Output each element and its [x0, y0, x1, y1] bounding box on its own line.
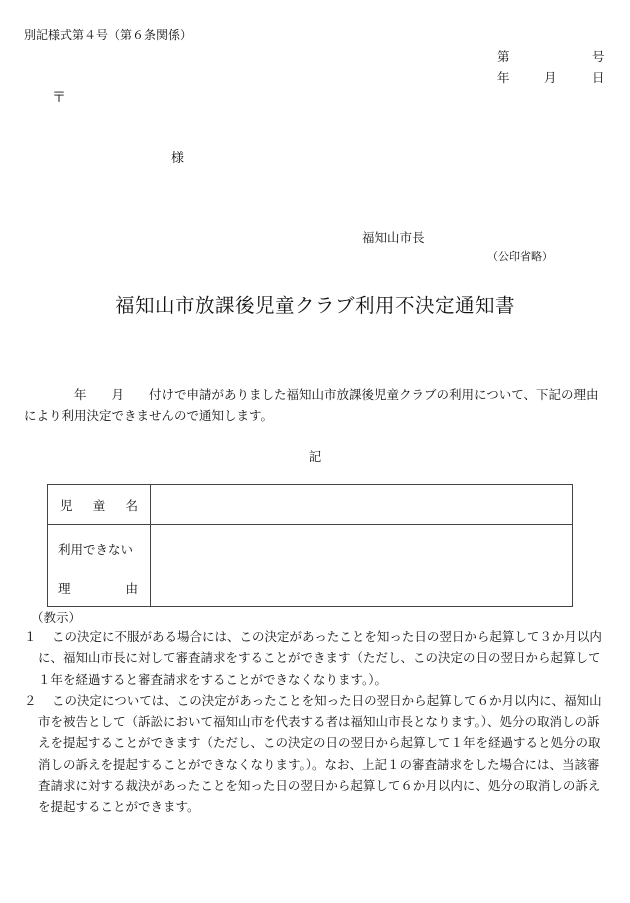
instruction-number: ２ [24, 692, 37, 708]
instructions-list [24, 626, 610, 818]
reason-field[interactable] [151, 525, 573, 607]
child-name-label-char: 童 [92, 497, 106, 513]
ki-marker: 記 [308, 449, 322, 464]
reason-label-char: 理 [58, 581, 71, 596]
instruction-number: １ [24, 629, 37, 644]
child-name-label [48, 485, 151, 525]
date-year-label: 年 [497, 70, 510, 85]
instructions-heading: （教示） [31, 610, 82, 625]
reason-label-char: 由 [125, 581, 138, 596]
instruction-item [24, 690, 610, 818]
date-month-label: 月 [544, 70, 557, 85]
date-day-label: 日 [592, 70, 605, 85]
instruction-text: この決定については、この決定があったことを知った日の翌日から起算して６か月以内に、福知山市を被告として（訴訟において福知山市を代表する者は福知山市長となります。）、処分の取消しの訴えを提起することができます（ただし、この決定の日の翌日から起算して１年を経過すると処分の取消しの訴えを提起することができなくなります。）。なお、上記１の審査請求をした場合には、当該審査請求に対する裁決があったことを知った日の翌日から起算して６か月以内に、処分の取消しの訴えを提起することができます。 [38, 692, 602, 815]
document-title: 福知山市放課後児童クラブ利用不決定通知書 [114, 294, 515, 317]
body-paragraph: 年 月 付けで申請がありました福知山市放課後児童クラブの利用について、下記の理由により利用決定できませんので通知します。 [24, 387, 599, 423]
instruction-text: この決定に不服がある場合には、この決定があったことを知った日の翌日から起算して３か月以内に、福知山市長に対して審査請求をすることができます（ただし、この決定の日の翌日から起算して１年を経過すると審査請求をすることができなくなります。）。 [38, 629, 602, 687]
child-name-field[interactable] [151, 485, 573, 525]
child-name-label-char: 名 [125, 497, 138, 513]
document-number-dai: 第 [497, 49, 510, 64]
recipient-honorific: 様 [171, 151, 185, 166]
sender-name: 福知山市長 [362, 230, 425, 245]
form-label: 別記様式第４号（第６条関係） [24, 28, 193, 42]
table-row-child-name [48, 485, 573, 525]
postal-mark: 〒 [52, 90, 66, 106]
table-row-reason [48, 525, 573, 607]
document-number-go: 号 [592, 49, 605, 64]
seal-omitted-note: （公印省略） [487, 250, 553, 263]
details-table [47, 484, 573, 607]
reason-label-line1: 利用できない [58, 542, 134, 557]
child-name-label-char: 児 [60, 497, 73, 513]
instruction-item [24, 626, 610, 690]
reason-label [48, 525, 151, 607]
